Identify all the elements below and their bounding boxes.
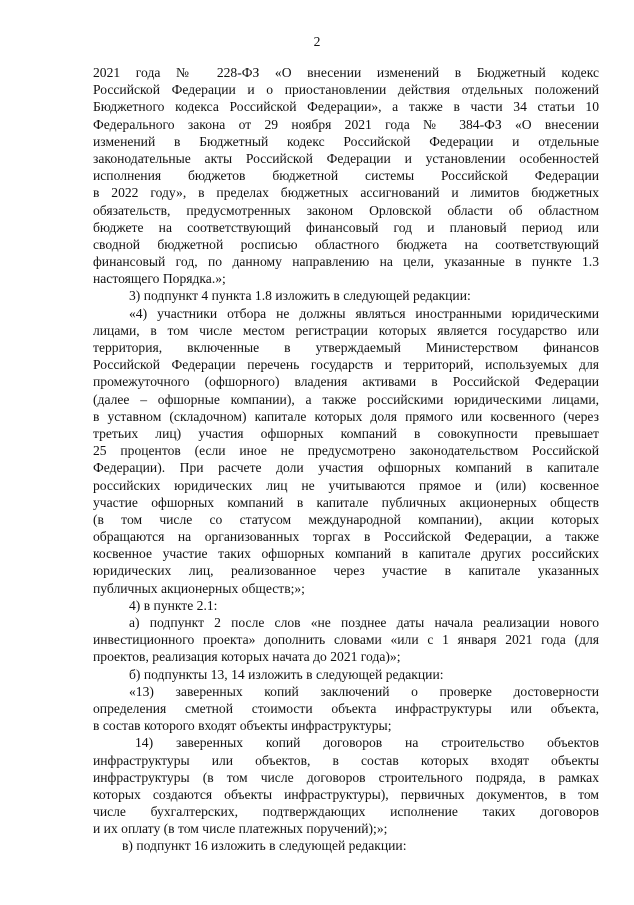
document-body [93, 64, 599, 855]
text-line: и их оплату (в том числе платежных поручений);»; [93, 821, 388, 837]
text-line: Федерации). При расчете доли участия офшорных компаний в капитале [93, 460, 599, 476]
text-line: территория, включенные в утверждаемый Министерством финансов [93, 340, 599, 355]
text-line: (далее – офшорные компании), а также российскими юридическими лицами, [93, 391, 599, 407]
text-line: инвестиционного проекта» дополнить словами «или с 1 января 2021 года (для [93, 632, 599, 648]
text-line: публичных акционерных обществ;»; [93, 580, 305, 596]
text-line: инфраструктуры или объектов, в состав которых входят объекты [93, 752, 599, 768]
text-line: бюджете на соответствующий финансовый год и плановый период или [93, 219, 599, 235]
text-line: изменений в Бюджетный кодекс Российской Федерации и отдельные [93, 133, 599, 149]
text-line: косвенное участие таких офшорных компаний в капитале других российских [93, 546, 599, 562]
text-line: инфраструктуры (в том числе договоров строительного подряда, в рамках [93, 769, 599, 785]
text-line: в уставном (складочном) капитале которых доля прямого или косвенного (через [93, 408, 599, 424]
text-line: российских юридических лиц не учитываются прямое и (или) косвенное [93, 477, 599, 493]
text-line: проектов, реализация которых начата до 2021 года)»; [93, 649, 401, 665]
text-line: определения сметной стоимости объекта инфраструктуры или объекта, [93, 700, 599, 716]
text-line: исполнения бюджетов бюджетной системы Российской Федерации [93, 168, 599, 184]
page-number: 2 [313, 34, 321, 49]
text-line: Российской Федерации перечень государств и территорий, используемых для [93, 357, 599, 373]
text-line: в 2022 году», в пределах бюджетных ассигнований и лимитов бюджетных [93, 185, 599, 201]
text-line: законодательные акты Российской Федерации и установлении особенностей [93, 150, 599, 166]
text-line: 2021 года № 228-ФЗ «О внесении изменений в Бюджетный кодекс [93, 65, 599, 80]
text-line: 25 процентов (если иное не предусмотрено законодательством Российской [93, 443, 599, 459]
text-line: б) подпункты 13, 14 изложить в следующей редакции: [129, 666, 444, 682]
text-line: 4) в пункте 2.1: [129, 597, 218, 613]
text-line: Бюджетного кодекса Российской Федерации», а также в части 34 статьи 10 [93, 99, 599, 115]
text-line: Российской Федерации и о приостановлении действия отдельных положений [93, 82, 599, 98]
text-line: лицами, в том числе местом регистрации которых является государство или [93, 322, 599, 338]
text-line: участие офшорных компаний в капитале публичных акционерных обществ [93, 494, 599, 510]
text-line: «13) заверенных копий заключений о проверке достоверности [129, 683, 599, 699]
text-line: 14) заверенных копий договоров на строительство объектов [135, 735, 599, 751]
text-line: промежуточного (офшорного) владения активами в Российской Федерации [93, 374, 599, 390]
text-line: 3) подпункт 4 пункта 1.8 изложить в следующей редакции: [129, 288, 471, 304]
text-line: Федерального закона от 29 ноября 2021 года № 384-ФЗ «О внесении [93, 116, 599, 132]
text-line: в состав которого входят объекты инфраструктуры; [93, 718, 392, 734]
text-line: в) подпункт 16 изложить в следующей редакции: [122, 838, 407, 854]
text-line: настоящего Порядка.»; [93, 271, 226, 287]
text-line: «4) участники отбора не должны являться иностранными юридическими [129, 305, 599, 321]
text-line: юридических лиц, реализованное через участие в капитале указанных [93, 563, 599, 579]
text-line: сводной бюджетной росписью областного бюджета на соответствующий [93, 236, 599, 252]
text-line: третьих лиц) участия офшорных компаний в совокупности превышает [93, 425, 599, 441]
text-line: обязательств, предусмотренных законом Орловской области об областном [93, 202, 599, 218]
text-line: числе бухгалтерских, подтверждающих исполнение таких договоров [93, 804, 599, 820]
text-line: финансовый год, по данному направлению на цели, указанные в пункте 1.3 [93, 254, 599, 270]
text-line: а) подпункт 2 после слов «не позднее даты начала реализации нового [129, 615, 599, 630]
text-line: которых создаются объекты инфраструктуры), первичных документов, в том [93, 786, 599, 802]
text-line: (в том числе со статусом международной компании), акции которых [93, 511, 599, 527]
text-line: обращаются на организованных торгах в Российской Федерации, а также [93, 529, 599, 545]
